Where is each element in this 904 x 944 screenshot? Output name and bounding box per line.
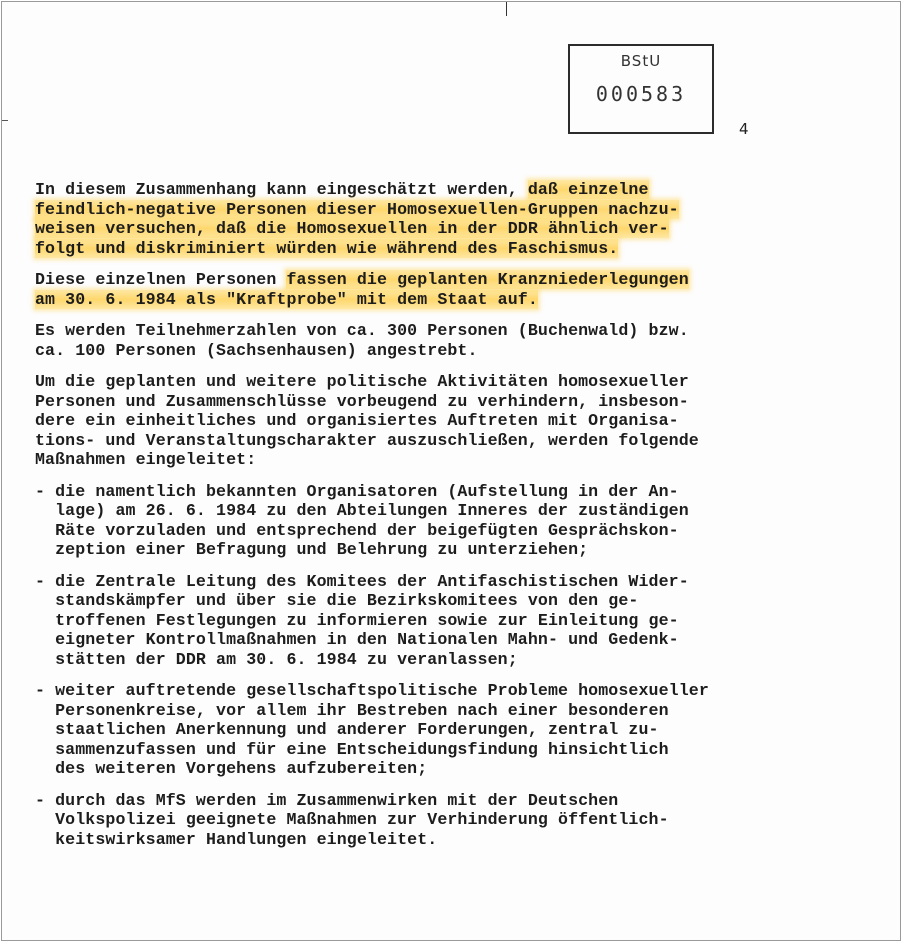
line-text: Personen und Zusammenschlüsse vorbeugend zu verhindern, insbeson- [35, 391, 689, 411]
text-line [35, 411, 855, 431]
text-line [35, 341, 855, 361]
document-body [35, 180, 855, 849]
line-text: staatlichen Anerkennung und anderer Forderungen, zentral zu- [35, 720, 659, 739]
line-text: eigneter Kontrollmaßnahmen in den Nationalen Mahn- und Gedenk- [35, 630, 679, 649]
stamp-number: 000583 [595, 82, 687, 106]
page-number: 4 [739, 120, 749, 138]
document-page [1, 1, 901, 941]
line-text: des weiteren Vorgehens aufzubereiten; [35, 759, 428, 778]
line-text: ca. 100 Personen (Sachsenhausen) angestrebt. [35, 340, 478, 360]
line-text: - die Zentrale Leitung des Komitees der Antifaschistischen Wider- [35, 571, 689, 591]
crop-mark [2, 120, 8, 121]
paragraph-gap [35, 669, 855, 681]
paragraph-gap [35, 560, 855, 572]
line-text: Volkspolizei geeignete Maßnahmen zur Verhinderung öffentlich- [35, 810, 669, 829]
paragraph-gap [35, 258, 855, 270]
paragraph [35, 270, 855, 309]
text-line [35, 270, 855, 290]
line-text: Personenkreise, vor allem ihr Bestreben nach einer besonderen [35, 700, 669, 720]
text-line [35, 611, 855, 631]
text-line [35, 650, 855, 670]
highlighted-text: daß einzelne [527, 180, 649, 199]
highlighted-text: weisen versuchen, daß die Homosexuellen in der DDR ähnlich ver- [35, 219, 669, 238]
line-text: keitswirksamer Handlungen eingeleitet. [35, 829, 438, 849]
paragraph [35, 681, 855, 779]
text-line [35, 482, 855, 502]
line-text: Es werden Teilnehmerzahlen von ca. 300 Personen (Buchenwald) bzw. [35, 321, 689, 340]
text-line [35, 290, 855, 310]
stamp-label: BStU [620, 52, 662, 70]
paragraph-gap [35, 470, 855, 482]
text-line [35, 321, 855, 341]
text-line [35, 521, 855, 541]
text-line [35, 701, 855, 721]
line-text: lage) am 26. 6. 1984 zu den Abteilungen Inneres der zuständigen [35, 501, 689, 520]
paragraph [35, 372, 855, 470]
paragraph [35, 791, 855, 850]
text-line [35, 239, 855, 259]
text-line [35, 759, 855, 779]
text-line [35, 591, 855, 611]
text-line [35, 791, 855, 811]
text-line [35, 740, 855, 760]
line-text: Um die geplanten und weitere politische Aktivitäten homosexueller [35, 372, 689, 391]
text-line [35, 501, 855, 521]
paragraph [35, 482, 855, 560]
line-text: Diese einzelnen Personen [35, 270, 287, 289]
paragraph-gap [35, 779, 855, 791]
paragraph [35, 180, 855, 258]
line-text: Maßnahmen eingeleitet: [35, 450, 257, 469]
line-text: tions- und Veranstaltungscharakter auszuschließen, werden folgende [35, 430, 699, 450]
paragraph [35, 572, 855, 670]
line-text: troffenen Festlegungen zu informieren sowie zur Einleitung ge- [35, 610, 679, 630]
paragraph [35, 321, 855, 360]
text-line [35, 540, 855, 560]
line-text: In diesem Zusammenhang kann eingeschätzt werden, [35, 180, 528, 199]
text-line [35, 810, 855, 830]
line-text: sammenzufassen und für eine Entscheidungsfindung hinsichtlich [35, 739, 669, 759]
text-line [35, 392, 855, 412]
line-text: Räte vorzuladen und entsprechend der beigefügten Gesprächskon- [35, 520, 679, 540]
text-line [35, 431, 855, 451]
line-text: dere ein einheitliches und organisiertes Auftreten mit Organisa- [35, 411, 679, 430]
text-line [35, 630, 855, 650]
paragraph-gap [35, 360, 855, 372]
paragraph-gap [35, 309, 855, 321]
crop-mark [506, 2, 507, 16]
text-line [35, 720, 855, 740]
highlighted-text: folgt und diskriminiert würden wie während des Faschismus. [35, 238, 619, 258]
text-line [35, 180, 855, 200]
text-line [35, 450, 855, 470]
text-line [35, 372, 855, 392]
line-text: stätten der DDR am 30. 6. 1984 zu veranlassen; [35, 649, 518, 669]
text-line [35, 219, 855, 239]
highlighted-text: fassen die geplanten Kranzniederlegungen [286, 270, 689, 289]
highlighted-text: am 30. 6. 1984 als "Kraftprobe" mit dem Staat auf. [35, 289, 538, 309]
line-text: - die namentlich bekannten Organisatoren (Aufstellung in der An- [35, 481, 679, 501]
line-text: zeption einer Befragung und Belehrung zu unterziehen; [35, 540, 589, 559]
line-text: - weiter auftretende gesellschaftspolitische Probleme homosexueller [35, 681, 709, 700]
archive-stamp [568, 44, 714, 134]
line-text: standskämpfer und über sie die Bezirkskomitees von den ge- [35, 591, 639, 610]
text-line [35, 681, 855, 701]
line-text: - durch das MfS werden im Zusammenwirken mit der Deutschen [35, 790, 619, 810]
highlighted-text: feindlich-negative Personen dieser Homosexuellen-Gruppen nachzu- [35, 199, 679, 219]
text-line [35, 200, 855, 220]
text-line [35, 830, 855, 850]
text-line [35, 572, 855, 592]
